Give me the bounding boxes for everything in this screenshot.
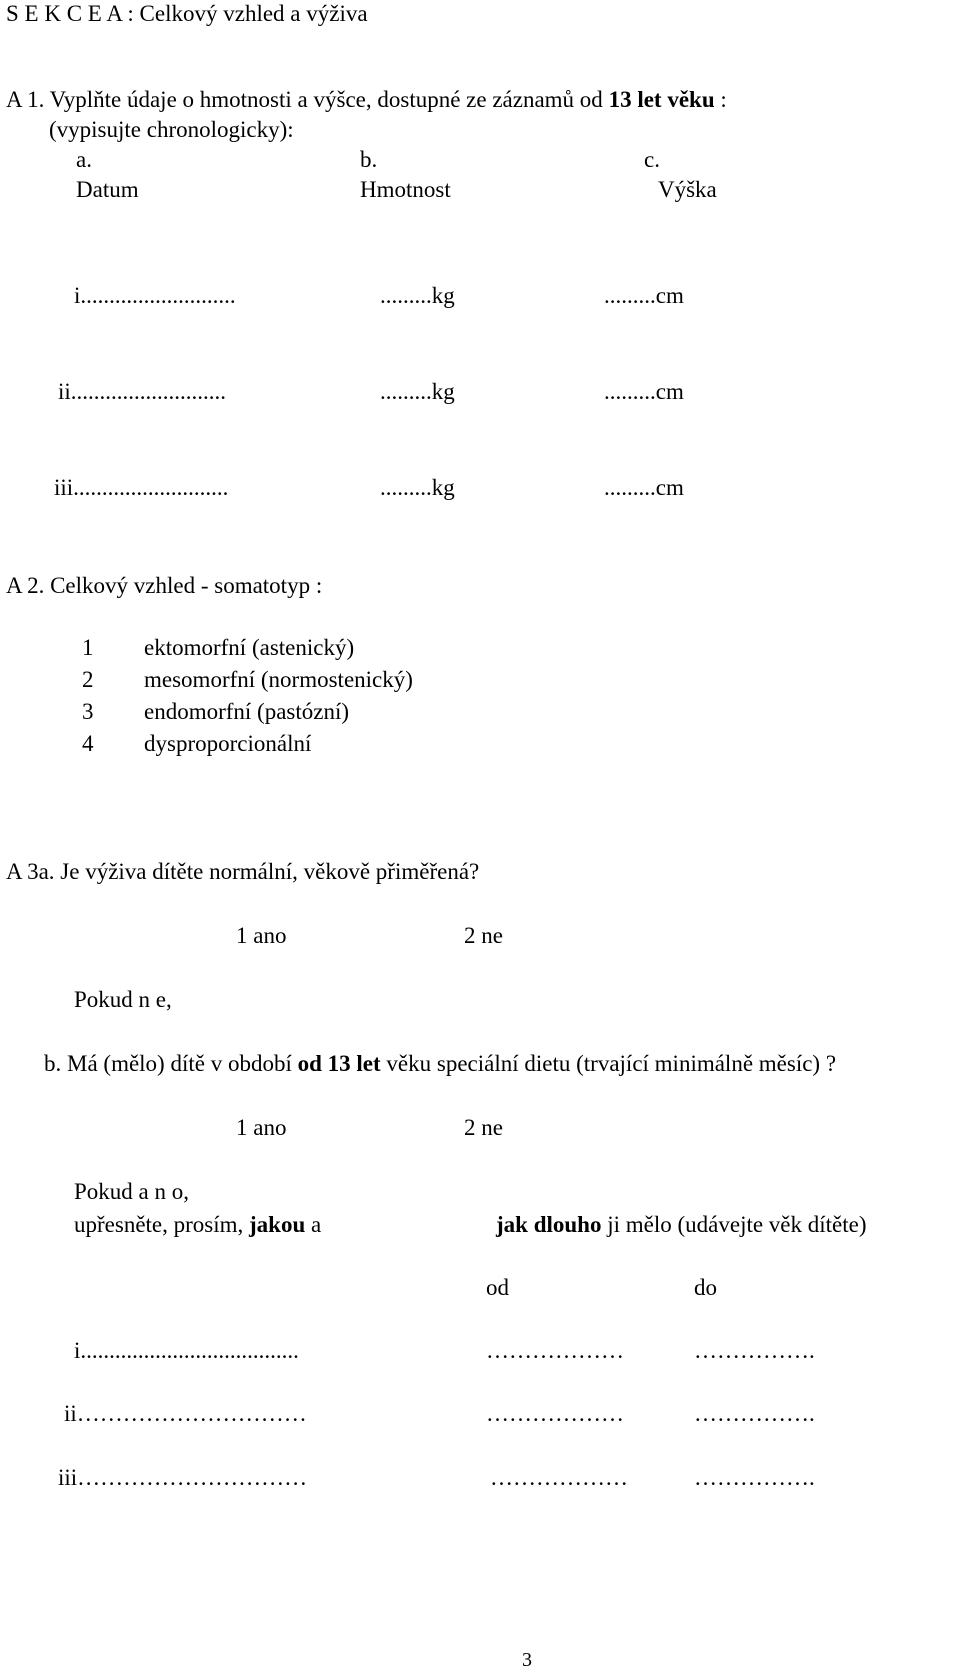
question-a3b-text-bold: od 13 let bbox=[297, 1051, 381, 1076]
a3b-specify-diet-end: a bbox=[305, 1212, 322, 1237]
question-a3b-text-end: věku speciální dietu (trvající minimálně měsíc) ? bbox=[380, 1051, 837, 1076]
a3b-specify-diet-start: upřesněte, prosím, bbox=[74, 1212, 250, 1237]
a3a-option-yes[interactable]: 1 ano bbox=[236, 923, 287, 948]
a2-option-1-label: ektomorfní (astenický) bbox=[144, 635, 355, 660]
a2-option-4-number[interactable]: 4 bbox=[82, 731, 94, 756]
a1-row-1-weight[interactable]: .........kg bbox=[380, 283, 455, 308]
a3b-specify-duration-bold: jak dlouho bbox=[496, 1212, 602, 1237]
a3a-option-no[interactable]: 2 ne bbox=[464, 923, 503, 948]
a1-row-3-date[interactable]: iii........................... bbox=[54, 475, 229, 500]
a3b-row-2-to[interactable]: ……………. bbox=[694, 1401, 815, 1426]
a3a-if-no-label: Pokud n e, bbox=[74, 987, 172, 1012]
a3b-row-3-to[interactable]: ……………. bbox=[694, 1465, 815, 1490]
a3b-row-2-diet[interactable]: ii………………………… bbox=[64, 1401, 307, 1426]
a3b-specify-duration-end: ji mělo (udávejte věk dítěte) bbox=[601, 1212, 867, 1237]
a2-option-4-label: dysproporcionální bbox=[144, 731, 312, 756]
a2-option-2-label: mesomorfní (normostenický) bbox=[144, 667, 413, 692]
question-a1-subtext: (vypisujte chronologicky): bbox=[49, 117, 294, 142]
a3b-row-1-diet[interactable]: i...................................... bbox=[74, 1338, 299, 1363]
a3b-specify-duration bbox=[496, 1211, 867, 1239]
a3b-row-1-to[interactable]: ……………. bbox=[694, 1338, 815, 1363]
a2-option-1-number[interactable]: 1 bbox=[82, 635, 94, 660]
a1-row-2-weight[interactable]: .........kg bbox=[380, 379, 455, 404]
question-a1-text-start: A 1. Vyplňte údaje o hmotnosti a výšce, dostupné ze záznamů od bbox=[6, 87, 609, 112]
a3b-option-yes[interactable]: 1 ano bbox=[236, 1115, 287, 1140]
col-header-height: Výška bbox=[658, 177, 717, 202]
a3b-row-1-from[interactable]: ……………… bbox=[486, 1338, 624, 1363]
col-letter-a: a. bbox=[76, 147, 92, 172]
a2-option-3-label: endomorfní (pastózní) bbox=[144, 699, 350, 724]
a3b-row-2-from[interactable]: ……………… bbox=[486, 1401, 624, 1426]
col-header-weight: Hmotnost bbox=[360, 177, 451, 202]
a3b-option-no[interactable]: 2 ne bbox=[464, 1115, 503, 1140]
page-number: 3 bbox=[522, 1649, 532, 1671]
a1-row-1-height[interactable]: .........cm bbox=[604, 283, 684, 308]
question-a3b-text bbox=[44, 1050, 836, 1078]
a2-option-2-number[interactable]: 2 bbox=[82, 667, 94, 692]
a3b-specify-diet-bold: jakou bbox=[249, 1212, 306, 1237]
a1-row-2-height[interactable]: .........cm bbox=[604, 379, 684, 404]
section-title: S E K C E A : Celkový vzhled a výživa bbox=[6, 1, 368, 26]
question-a1-text-bold: 13 let věku bbox=[608, 87, 715, 112]
question-a3a-title: A 3a. Je výživa dítěte normální, věkově přiměřená? bbox=[6, 859, 480, 884]
a3b-from-header: od bbox=[486, 1275, 509, 1300]
a3b-specify-diet bbox=[74, 1211, 321, 1239]
question-a1-text bbox=[6, 86, 727, 114]
a3b-row-3-diet[interactable]: iii………………………… bbox=[58, 1465, 308, 1490]
a2-option-3-number[interactable]: 3 bbox=[82, 699, 94, 724]
col-letter-c: c. bbox=[644, 147, 660, 172]
question-a1-text-end: : bbox=[714, 87, 727, 112]
question-a3b-text-start: b. Má (mělo) dítě v období bbox=[44, 1051, 298, 1076]
a3b-to-header: do bbox=[694, 1275, 717, 1300]
a1-row-3-weight[interactable]: .........kg bbox=[380, 475, 455, 500]
a1-row-2-date[interactable]: ii........................... bbox=[58, 379, 227, 404]
question-a2-title: A 2. Celkový vzhled - somatotyp : bbox=[6, 573, 323, 598]
a1-row-3-height[interactable]: .........cm bbox=[604, 475, 684, 500]
a3b-if-yes-label: Pokud a n o, bbox=[74, 1179, 189, 1204]
a3b-row-3-from[interactable]: ……………… bbox=[490, 1465, 628, 1490]
col-letter-b: b. bbox=[360, 147, 378, 172]
a1-row-1-date[interactable]: i........................... bbox=[74, 283, 236, 308]
col-header-date: Datum bbox=[76, 177, 139, 202]
